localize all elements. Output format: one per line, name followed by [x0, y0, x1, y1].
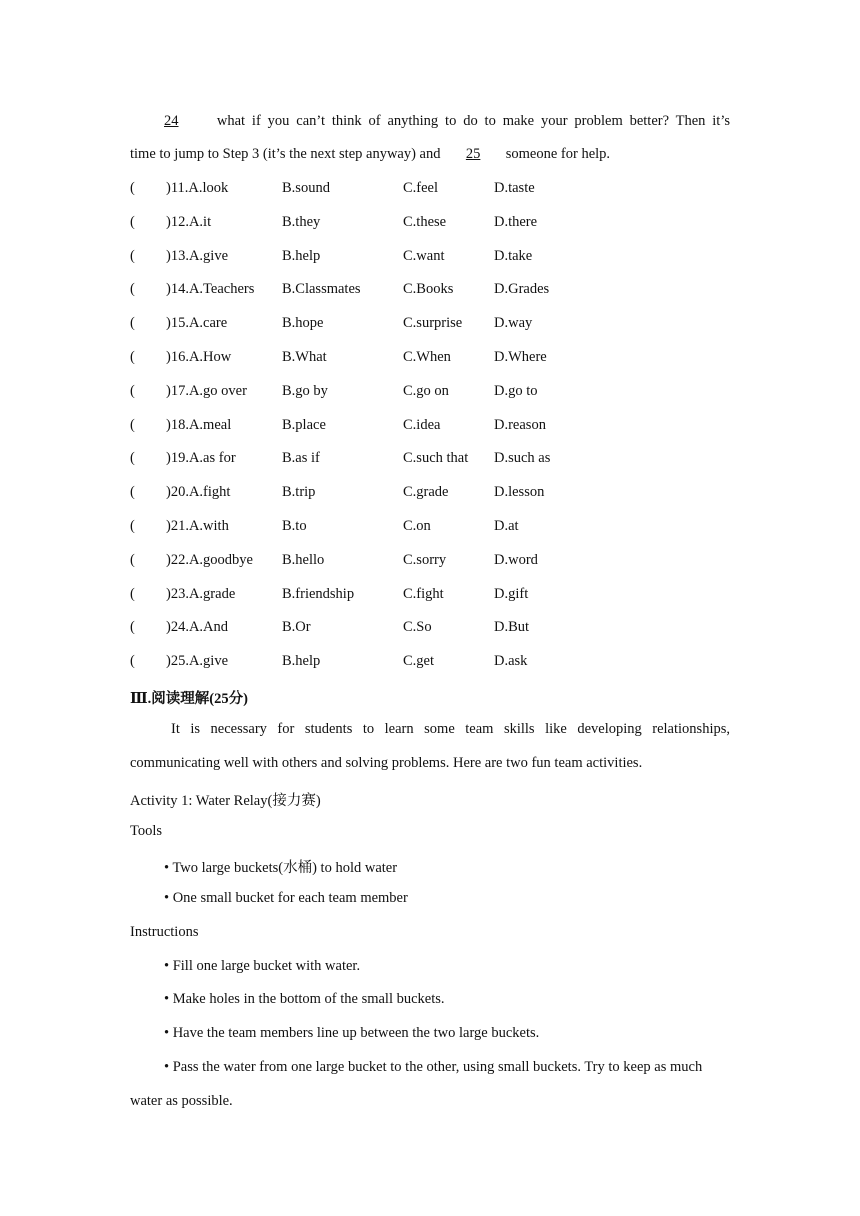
answer-paren: (	[130, 416, 135, 433]
question-option-a: )14.A.Teachers	[166, 281, 255, 298]
question-option-d: D.take	[494, 247, 533, 264]
question-option-b: B.trip	[282, 484, 316, 501]
question-option-a: )13.A.give	[166, 247, 229, 264]
question-option-c: C.When	[403, 349, 451, 365]
instructions-label: Instructions	[130, 924, 199, 940]
question-option-a: )16.A.How	[166, 349, 232, 365]
answer-paren: (	[130, 585, 135, 602]
question-option-d: D.lesson	[494, 484, 545, 501]
question-row	[130, 315, 730, 335]
answer-paren: (	[130, 551, 135, 568]
intro-line-1: It is necessary for students to learn some team skills like developing relationships,	[171, 721, 730, 737]
question-option-b: B.friendship	[282, 585, 355, 602]
question-option-d: D.go to	[494, 382, 538, 399]
question-option-d: D.at	[494, 518, 519, 534]
question-option-d: D.such as	[494, 450, 551, 467]
question-row	[130, 619, 730, 639]
question-row	[130, 248, 730, 268]
answer-paren: (	[130, 619, 135, 636]
question-option-a: )18.A.meal	[166, 416, 232, 433]
tool-item: • Two large buckets(水桶) to hold water	[164, 860, 398, 876]
answer-paren: (	[130, 180, 135, 196]
question-option-c: C.feel	[403, 180, 439, 196]
question-option-b: B.Or	[282, 619, 311, 636]
passage-line-1-text: what if you can’t think of anything to do to make your problem better? Then it’s	[216, 113, 731, 129]
question-option-c: C.Books	[403, 281, 454, 298]
question-option-d: D.way	[494, 315, 533, 332]
answer-paren: (	[130, 315, 135, 332]
question-option-a: )24.A.And	[166, 619, 229, 636]
question-row	[130, 586, 730, 606]
passage-line-2	[130, 146, 730, 163]
instruction-item: • Make holes in the bottom of the small buckets.	[164, 991, 445, 1007]
question-option-c: C.go on	[403, 382, 449, 399]
question-option-a: )21.A.with	[166, 518, 229, 534]
question-option-c: C.get	[403, 653, 435, 670]
question-option-c: C.grade	[403, 484, 449, 501]
question-option-b: B.help	[282, 247, 321, 264]
question-option-b: B.help	[282, 653, 321, 670]
question-row	[130, 417, 730, 437]
question-option-c: C.idea	[403, 416, 441, 433]
question-row	[130, 281, 730, 301]
section-heading: Ⅲ.阅读理解(25分)	[130, 691, 248, 707]
instruction-item: • Have the team members line up between the two large buckets.	[164, 1025, 540, 1041]
question-option-a: )23.A.grade	[166, 585, 236, 602]
question-option-a: )17.A.go over	[166, 382, 247, 399]
question-option-c: C.sorry	[403, 551, 447, 568]
question-row	[130, 383, 730, 403]
answer-paren: (	[130, 382, 135, 399]
tools-label: Tools	[130, 823, 163, 839]
question-option-c: C.on	[403, 518, 431, 534]
question-option-c: C.surprise	[403, 315, 463, 332]
question-row	[130, 518, 730, 538]
instruction-item: • Pass the water from one large bucket to the other, using small buckets. Try to keep as much	[164, 1059, 703, 1075]
question-option-d: D.reason	[494, 416, 546, 433]
answer-paren: (	[130, 653, 135, 670]
question-option-a: )11.A.look	[166, 180, 229, 196]
question-option-b: B.sound	[282, 180, 330, 196]
question-row	[130, 180, 730, 200]
question-row	[130, 552, 730, 572]
question-option-d: D.word	[494, 551, 538, 568]
question-option-a: )12.A.it	[166, 213, 212, 230]
question-option-d: D.gift	[494, 585, 529, 602]
passage-line-2-text-a: time to jump to Step 3 (it’s the next step anyway) and	[130, 146, 441, 162]
question-option-b: B.go by	[282, 382, 328, 399]
blank-25: 25	[465, 146, 481, 162]
question-row	[130, 214, 730, 234]
answer-paren: (	[130, 518, 135, 534]
question-option-d: D.Grades	[494, 281, 550, 298]
question-option-d: D.Where	[494, 349, 547, 365]
question-option-b: B.hello	[282, 551, 325, 568]
question-option-d: D.there	[494, 213, 538, 230]
question-option-a: )20.A.fight	[166, 484, 231, 501]
activity-title: Activity 1: Water Relay(接力赛)	[130, 793, 321, 809]
question-row	[130, 450, 730, 470]
question-option-a: )25.A.give	[166, 653, 229, 670]
question-option-c: C.such that	[403, 450, 469, 467]
instruction-item: • Fill one large bucket with water.	[164, 958, 361, 974]
question-option-a: )15.A.care	[166, 315, 228, 332]
question-option-b: B.place	[282, 416, 326, 433]
question-row	[130, 653, 730, 673]
blank-24: 24	[164, 113, 179, 129]
question-option-a: )22.A.goodbye	[166, 551, 253, 568]
question-option-b: B.hope	[282, 315, 324, 332]
question-option-a: )19.A.as for	[166, 450, 236, 467]
instruction-item-continued: water as possible.	[130, 1093, 233, 1109]
question-option-b: B.they	[282, 213, 321, 230]
question-option-c: C.fight	[403, 585, 444, 602]
question-option-c: C.So	[403, 619, 432, 636]
answer-paren: (	[130, 484, 135, 501]
question-option-b: B.What	[282, 349, 327, 365]
passage-line-1	[130, 113, 730, 130]
question-row	[130, 349, 730, 369]
question-row	[130, 484, 730, 504]
question-option-c: C.these	[403, 213, 447, 230]
passage-line-2-text-b: someone for help.	[505, 146, 611, 162]
question-option-b: B.to	[282, 518, 307, 534]
question-option-c: C.want	[403, 247, 445, 264]
tool-item: • One small bucket for each team member	[164, 890, 408, 906]
question-option-d: D.ask	[494, 653, 528, 670]
question-option-d: D.taste	[494, 180, 535, 196]
question-option-d: D.But	[494, 619, 530, 636]
answer-paren: (	[130, 281, 135, 298]
question-option-b: B.Classmates	[282, 281, 361, 298]
answer-paren: (	[130, 247, 135, 264]
answer-paren: (	[130, 213, 135, 230]
answer-paren: (	[130, 349, 135, 365]
question-option-b: B.as if	[282, 450, 320, 467]
intro-line-2: communicating well with others and solving problems. Here are two fun team activities.	[130, 755, 643, 771]
answer-paren: (	[130, 450, 135, 467]
